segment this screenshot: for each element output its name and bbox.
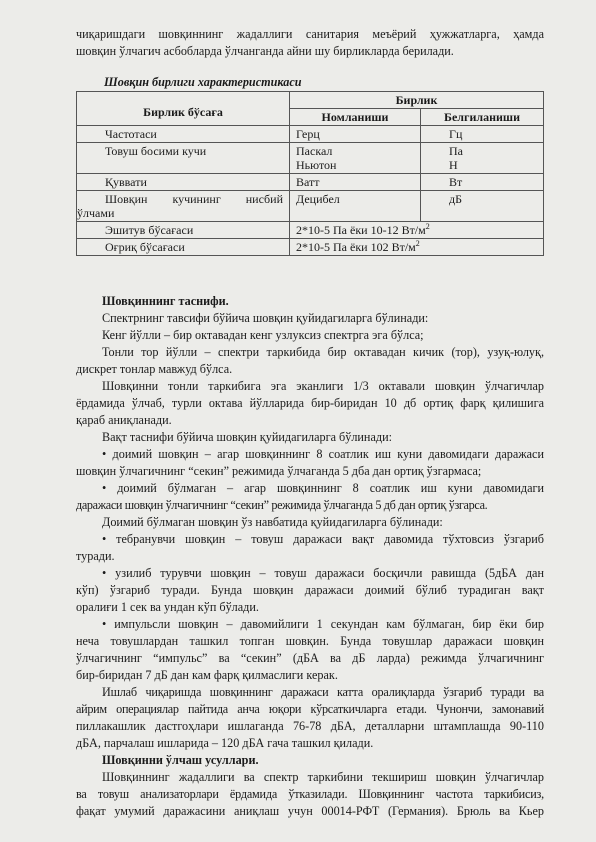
row-symbol: Вт — [421, 174, 544, 191]
paragraph-line: неча товушлардан ташкил топган шовқин. Бунда товушлар даражаси шовқин — [76, 634, 544, 648]
paragraph-line: ёрдамида ўлчаб, турли октава йўлларида бир-биридан 10 дб ортиқ фарқ қилишига — [76, 396, 544, 410]
table-header-row — [77, 92, 544, 109]
paragraph-line: туради. — [76, 549, 115, 563]
section-title: Шовқинни ўлчаш усуллари. — [102, 753, 259, 767]
paragraph-line: даражаси шовқин ўлчагичнинг “секин” режимида ўлчаганда 5 дб дан ортиқ ўзгарса. — [76, 498, 488, 512]
paragraph-line: Шовқинни тонли таркибига эга эканлиги 1/3 октавали шовқин ўлчагичлар — [102, 379, 544, 393]
row-value — [290, 239, 544, 256]
paragraph-line: • доимий шовқин – агар шовқиннинг 8 соатлик иш куни давомидаги даражаси — [102, 447, 544, 461]
row-name — [290, 143, 421, 174]
paragraph-line: ўлчагичнинг “импульс” ва “секин” (дБА ва дБ ларда) режимда ўлчагичнинг — [76, 651, 544, 665]
paragraph-line: • узилиб турувчи шовқин – товуш даражаси босқичли равишда (5дБА дан — [102, 566, 544, 580]
paragraph-line: Тонли тор йўлли – спектри таркибида бир октавадан кичик (тор), узуқ-юлуқ, — [102, 345, 544, 359]
row-symbol — [421, 143, 544, 174]
paragraph-line: фақат умумий даражасини аниқлаш учун 00014-РФТ (Германия). Брюль ва Кьер — [76, 804, 544, 818]
paragraph-line: • импульсли шовқин – давомийлиги 1 секундан кам бўлмаган, бир ёки бир — [102, 617, 544, 631]
paragraph: Спектрнинг тавсифи бўйича шовқин қуйидагиларга бўлинади: — [102, 311, 429, 325]
row-symbol-1: Па — [449, 144, 463, 158]
table-row — [77, 126, 544, 143]
paragraph-line: оралиғи 1 сек ва ундан кўп бўлади. — [76, 600, 259, 614]
intro-line-2: шовқин ўлчагич асбобларда ўлчанганда айни шу бирликларда берилади. — [76, 44, 454, 58]
row-value-text: 2*10-5 Па ёки 10-12 Вт/м — [296, 223, 426, 237]
paragraph-line: • тебранувчи шовқин – товуш даражаси вақт давомида тўхтовсиз ўзгариб — [102, 532, 544, 546]
section-title: Шовқиннинг таснифи. — [102, 294, 229, 308]
row-symbol-2: Н — [449, 158, 458, 172]
table-caption: Шовқин бирлиги характеристикаси — [104, 75, 302, 89]
header-symbol: Белгиланиши — [421, 109, 544, 126]
row-label-a: Шовқин кучининг нисбий — [105, 192, 283, 206]
header-unit: Бирлик — [290, 92, 544, 109]
paragraph-line: дБА, парчалаш ишларида – 120 дБА гача ташкил қилади. — [76, 736, 374, 750]
header-unit-name: Бирлик бўсаға — [77, 92, 290, 126]
paragraph-line: шовқин ўлчагичнинг “секин” режимида ўлчаганда 5 дба дан ортиқ ўзгармаса; — [76, 464, 482, 478]
row-name: Децибел — [290, 191, 421, 222]
row-label: Эшитув бўсағаси — [77, 222, 290, 239]
row-label: Частотаси — [77, 126, 290, 143]
row-value-text: 2*10-5 Па ёки 102 Вт/м — [296, 240, 416, 254]
row-label: Оғриқ бўсағаси — [77, 239, 290, 256]
row-label: Товуш босими кучи — [77, 143, 290, 174]
row-value-sup: 2 — [415, 239, 420, 248]
table-row — [77, 191, 544, 222]
paragraph-line: • доимий бўлмаган – агар шовқиннинг 8 соатлик иш куни давомидаги — [102, 481, 544, 495]
row-label — [77, 191, 290, 222]
row-name: Ватт — [290, 174, 421, 191]
paragraph: Кенг йўлли – бир октавадан кенг узлуксиз спектрга эга бўлса; — [102, 328, 424, 342]
paragraph-line: Шовқиннинг жадаллиги ва спектр таркибини текшириш шовқин ўлчагичлар — [102, 770, 544, 784]
row-label: Қуввати — [77, 174, 290, 191]
paragraph-line: айрим операциялар пайтида анча юқори кўрсаткичларга етади. Чунончи, замонавий — [76, 702, 544, 716]
row-name: Герц — [290, 126, 421, 143]
paragraph: Вақт таснифи бўйича шовқин қуйидагиларга бўлинади: — [102, 430, 392, 444]
row-name-2: Ньютон — [296, 158, 337, 172]
paragraph-line: дискрет тонлар мавжуд бўлса. — [76, 362, 233, 376]
paragraph-line: ва товуш анализаторлари ёрдамида ўтказилади. Шовқиннинг частота таркибисиз, — [76, 787, 544, 801]
paragraph-line: пиллакашлик дастгоҳлари ишлаганда 76-78 дБА, деталларни штамплашда 90-110 — [76, 719, 544, 733]
row-value — [290, 222, 544, 239]
paragraph-line: Ишлаб чиқаришда шовқиннинг даражаси катта оралиқларда ўзгариб туради ва — [102, 685, 544, 699]
header-name: Номланиши — [290, 109, 421, 126]
row-symbol: дБ — [421, 191, 544, 222]
paragraph-line: кўп) ўзгариб туради. Бунда шовқин даражаси доимий бўлиб турадиган вақт — [76, 583, 544, 597]
paragraph-line: қараб аниқланади. — [76, 413, 172, 427]
units-table — [76, 91, 544, 256]
table-row — [77, 222, 544, 239]
paragraph-line: бир-биридан 7 дБ дан кам фарқ қилмаслиги керак. — [76, 668, 338, 682]
table-row — [77, 239, 544, 256]
paragraph: Доимий бўлмаган шовқин ўз навбатида қуйидагиларга бўлинади: — [102, 515, 443, 529]
table-row — [77, 143, 544, 174]
intro-line-1: чиқаришдаги шовқиннинг жадаллиги санитария меъёрий ҳужжатларга, ҳамда — [76, 27, 544, 41]
row-symbol: Гц — [421, 126, 544, 143]
row-value-sup: 2 — [425, 222, 430, 231]
table-row — [77, 174, 544, 191]
row-label-b: ўлчами — [77, 206, 115, 220]
row-name-1: Паскал — [296, 144, 333, 158]
